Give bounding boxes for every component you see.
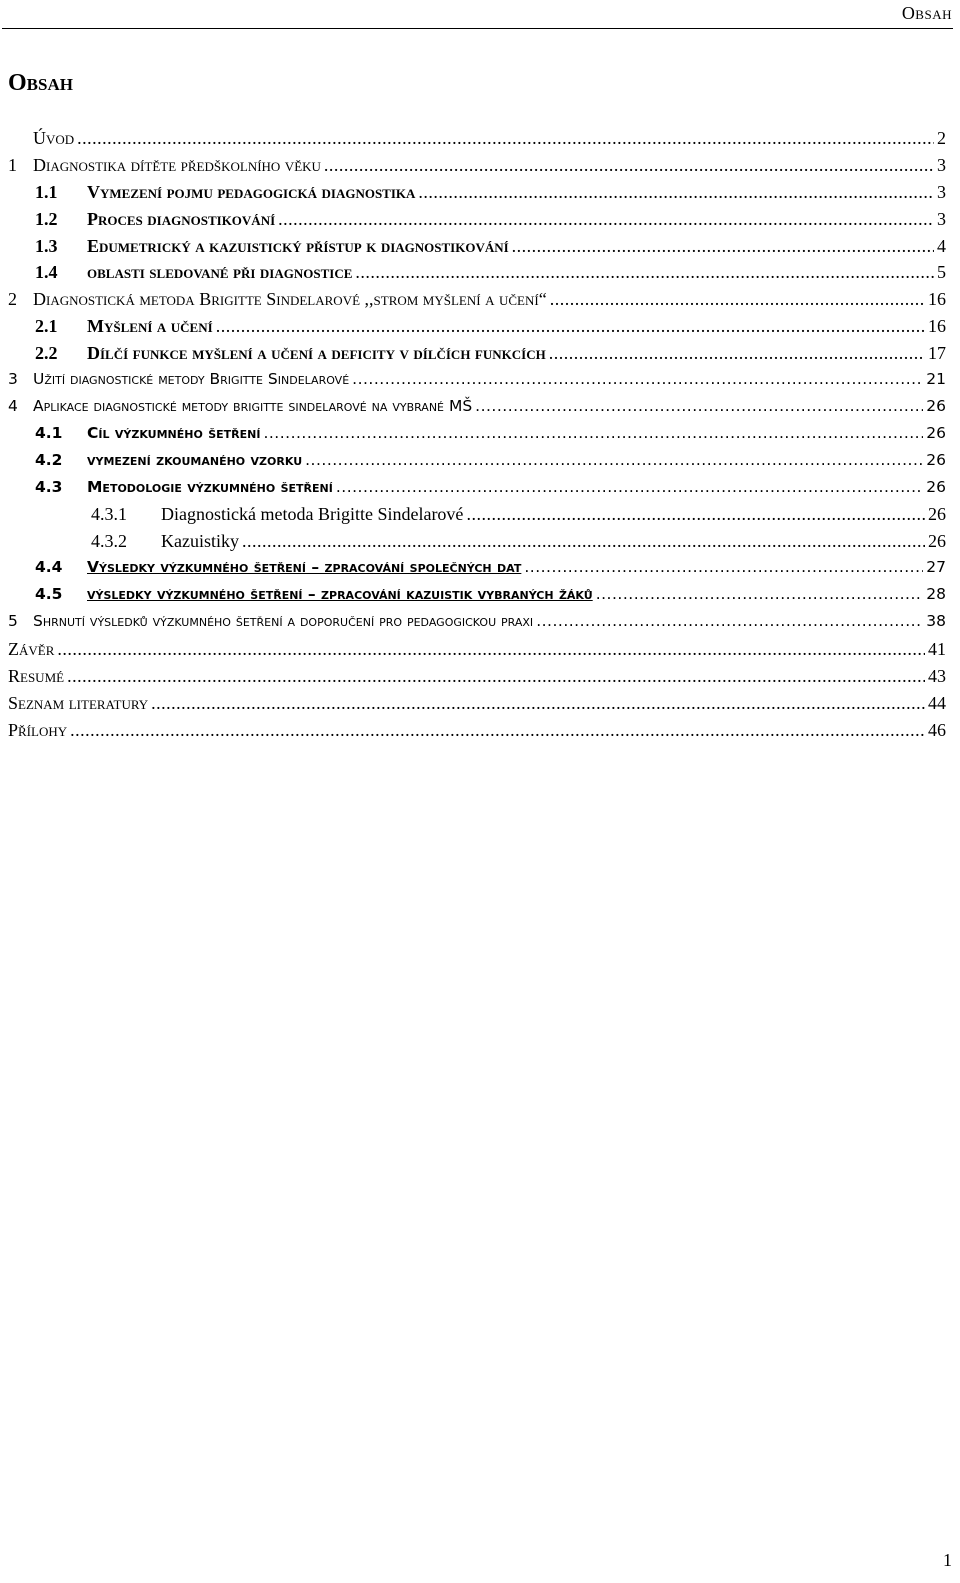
toc-entry-4[interactable] [8, 397, 946, 424]
toc-entry-title: Seznam literatury [8, 692, 149, 713]
toc-entry-4-3[interactable] [8, 478, 946, 505]
toc-entry-4-2[interactable] [8, 451, 946, 478]
toc-entry-title: Diagnostika dítěte předškolního věku [33, 154, 321, 175]
toc-entry-number: 2 [8, 289, 17, 310]
toc-entry-1[interactable] [8, 155, 946, 182]
toc-entry-title: Vymezení pojmu pedagogická diagnostika [87, 181, 416, 202]
toc-entry-page: 3 [937, 181, 946, 202]
toc-entry-title: Diagnostická metoda Brigitte Sindelarové ,,strom myšlení a učení“ [33, 289, 547, 310]
toc-entry-title: Shrnutí výsledků výzkumného šetření a doporučení pro pedagogickou praxi [33, 612, 534, 631]
dot-leader [524, 558, 923, 576]
toc-entry-page: 26 [926, 396, 946, 415]
table-of-contents [8, 128, 946, 746]
toc-entry-number: 4.5 [35, 585, 63, 604]
toc-entry-4-1[interactable] [8, 424, 946, 451]
toc-entry-title: Dílčí funkce myšlení a učení a deficity v dílčích funkcích [87, 343, 546, 364]
toc-entry-number: 1 [8, 154, 17, 175]
dot-leader [242, 531, 925, 552]
dot-leader [67, 666, 925, 687]
toc-entry-page: 16 [928, 289, 946, 310]
dot-leader [418, 182, 934, 203]
toc-entry-1-2[interactable] [8, 209, 946, 236]
toc-entry-title: Aplikace diagnostické metody brigitte sindelarové na vybrané MŠ [33, 396, 473, 415]
toc-entry-2[interactable] [8, 289, 946, 316]
dot-leader [57, 639, 925, 660]
toc-entry-title: výsledky výzkumného šetření – zpracování kazuistik vybraných žáků [87, 585, 593, 604]
toc-entry-page: 3 [937, 154, 946, 175]
toc-entry-page: 26 [926, 450, 946, 469]
toc-entry-4-5[interactable] [8, 585, 946, 612]
dot-leader [324, 155, 934, 176]
toc-entry-page: 28 [926, 585, 946, 604]
toc-entry-4-3-2[interactable] [8, 531, 946, 558]
toc-entry-title: oblasti sledované při diagnostice [87, 262, 353, 283]
toc-entry-page: 5 [937, 262, 946, 283]
dot-leader [77, 128, 934, 149]
toc-entry-title: Cíl výzkumného šetření [87, 423, 261, 442]
toc-entry-page: 16 [928, 316, 946, 337]
toc-entry-number: 4.1 [35, 423, 63, 442]
toc-heading: Obsah [8, 70, 73, 96]
toc-entry-seznam-literatury[interactable] [8, 693, 946, 720]
toc-entry-title: Myšlení a učení [87, 316, 213, 337]
toc-entry-title: Výsledky výzkumného šetření – zpracování společných dat [87, 558, 522, 577]
toc-entry-title: Diagnostická metoda Brigitte Sindelarové [161, 504, 464, 525]
toc-entry-number: 4.3.1 [91, 504, 127, 525]
toc-entry-page: 3 [937, 208, 946, 229]
toc-entry-1-1[interactable] [8, 182, 946, 209]
dot-leader [216, 316, 925, 337]
toc-entry-title: Edumetrický a kazuistický přístup k diagnostikování [87, 235, 509, 256]
toc-entry-number: 2.1 [35, 316, 58, 337]
toc-entry-title: Kazuistiky [161, 531, 239, 552]
toc-entry-number: 1.3 [35, 235, 58, 256]
toc-entry-1-4[interactable] [8, 262, 946, 289]
dot-leader [596, 585, 924, 603]
dot-leader [305, 451, 923, 469]
toc-entry-3[interactable] [8, 370, 946, 397]
toc-entry-number: 1.2 [35, 208, 58, 229]
toc-entry-page: 26 [928, 504, 946, 525]
page-number: 1 [943, 1550, 952, 1570]
toc-entry-number: 5 [8, 612, 18, 631]
toc-entry-page: 43 [928, 665, 946, 686]
dot-leader [352, 370, 923, 388]
dot-leader [475, 397, 923, 415]
dot-leader [550, 289, 925, 310]
toc-entry-page: 26 [926, 477, 946, 496]
dot-leader [263, 424, 923, 442]
toc-entry-5[interactable] [8, 612, 946, 639]
dot-leader [536, 612, 923, 630]
toc-entry-2-2[interactable] [8, 343, 946, 370]
toc-entry-title: Úvod [33, 128, 75, 148]
toc-entry-uvod[interactable] [8, 128, 946, 155]
toc-entry-page: 2 [937, 128, 946, 148]
toc-entry-4-3-1[interactable] [8, 504, 946, 531]
toc-entry-title: Resumé [8, 665, 65, 686]
dot-leader [336, 478, 923, 496]
dot-leader [549, 343, 925, 364]
toc-entry-page: 17 [928, 343, 946, 364]
toc-entry-page: 4 [937, 235, 946, 256]
toc-entry-page: 26 [926, 423, 946, 442]
toc-entry-number: 3 [8, 370, 18, 389]
toc-entry-prilohy[interactable] [8, 720, 946, 747]
toc-entry-title: Proces diagnostikování [87, 208, 276, 229]
toc-entry-number: 2.2 [35, 343, 58, 364]
toc-entry-title: Užití diagnostické metody Brigitte Sindelarové [33, 370, 350, 389]
toc-entry-page: 38 [926, 612, 946, 631]
dot-leader [466, 504, 925, 525]
toc-entry-number: 1.4 [35, 262, 58, 283]
toc-entry-resume[interactable] [8, 666, 946, 693]
toc-entry-number: 4.3.2 [91, 531, 127, 552]
toc-entry-title: Závěr [8, 638, 55, 659]
toc-entry-page: 41 [928, 638, 946, 659]
toc-entry-number: 1.1 [35, 181, 58, 202]
toc-entry-1-3[interactable] [8, 236, 946, 263]
toc-entry-2-1[interactable] [8, 316, 946, 343]
toc-entry-number: 4.3 [35, 477, 63, 496]
dot-leader [151, 693, 925, 714]
toc-entry-title: Přílohy [8, 719, 68, 740]
toc-entry-page: 27 [926, 558, 946, 577]
toc-entry-zaver[interactable] [8, 639, 946, 666]
dot-leader [512, 236, 934, 257]
dot-leader [355, 262, 934, 283]
toc-entry-number: 4 [8, 396, 18, 415]
toc-entry-number: 4.2 [35, 450, 63, 469]
toc-entry-title: vymezení zkoumaného vzorku [87, 450, 303, 469]
running-header: Obsah [901, 3, 952, 23]
toc-entry-page: 21 [926, 370, 946, 389]
toc-entry-page: 46 [928, 719, 946, 740]
toc-entry-page: 26 [928, 531, 946, 552]
header-rule [2, 28, 953, 29]
toc-entry-title: Metodologie výzkumného šetření [87, 477, 333, 496]
dot-leader [278, 209, 934, 230]
toc-entry-number: 4.4 [35, 558, 63, 577]
toc-entry-4-4[interactable] [8, 558, 946, 585]
toc-entry-page: 44 [928, 692, 946, 713]
dot-leader [70, 720, 925, 741]
